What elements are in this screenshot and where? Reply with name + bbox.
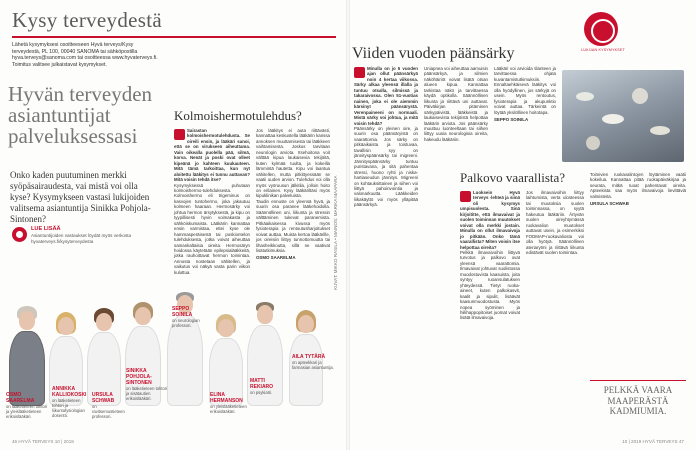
expert-panel [0,272,346,434]
q1-signature: OSMO SAARELMA [256,255,296,261]
q3-heading: Palkovo vaarallista? [460,170,566,185]
expert-label: SINIKKA POHJOLA-SINTONEN on lääketieteen tohtori ja sisätautien erikoislääkäri. [126,368,168,401]
pill-icon [586,136,600,150]
q2-column-2 [424,66,488,142]
q1-question: Sairastan kolmoishermotulehdusta. Se oireili ensin, ja lääkäri sanoi, että se on virukseen aiheuttama. Vain oikealla puolella pää, silmä, korva. Nenät ja poski ovat olleet kipeänä jo kahteen kuukauteen. Mitä tämä tarkoittaa, kun nyt aloitettu lääkitys ei tunnu auttavan? Mitä voisin tehdä itse? [174,128,250,183]
q1-answer-a: Kysymyksessä puhutaan kolmoishermo-tulehduksesta. Kolmoishermo eli trigeminus on kasvojen tuntohermo, joka jakautuu kolmeen haaraan. Hermosärky voi johtua hermon ärsytyksestä, ja kipu on tyypillisesti hyvin voimakasta ja sähköiskumaista. Lääkärin kannattaa ensin varmistaa, ettei kyse ole hammasperäisestä tai poskiontelon tulehduksesta, jotka voivat aiheuttaa samankaltaisia oireita. Hermosäryn hoidossa käytetään epilepsialääkkeitä, jotka rauhoittavat hermon toimintaa. Annosta nostetaan vähitellen, ja vaikutus voi näkyä vasta parin viikon kuluttua. [174,182,250,275]
pill-icon [650,126,670,135]
expert-label: SEPPO SOINILA on neurologian professori. [172,306,200,328]
q1-answer-b: Jos lääkitys ei auta riittävästi, kannattaa keskustella lääkärin kanssa annoksen muuttamisesta tai lääkkeen vaihtamisesta. Joskus tarvitaan neurologin arviota. Itsehoitona voit välttää kipua laukaisevia tekijöitä, kuten kylmää tuulta, ja kokeilla lämmintä hautetta. Kipu voi laantua vähitellen, mutta pitkittyessään se vaatii uuden arvion. Tulehdus voi olla myös vyöruusun jälkitila, jolloin hoito on erilainen. Kysy lääkäriltäsi myös kipuklinikan palveluista. [256,128,330,199]
q2-signature: SEPPO SOINILA [494,117,529,123]
section-title: Kysy terveydestä [12,8,163,32]
pull-quote-rule [590,380,686,381]
right-page-footer: 10 | 2019 HYVÄ TERVEYS 47 [622,439,684,444]
section-rule [12,36,336,38]
expert-portrait [8,306,46,406]
q3-answer-a: Pelkkä ilmavaivoihin liittyvä turvotus ja palkovo ovat yleensä vaarattomia. Ilmavaivat johtuvat suolistossa muodostuvista kaasuista, joita syntyy ruoansulatuksen yhteydessä. Tietyt ruoka-aineet, kuten palkokasvit, kaalit ja sipulit, lisäävät kaasunmuodostusta. Myös nopea syöminen ja hiilihappopitoiset juomat voivat lisätä ilmavaivoja. [460,249,520,321]
pills-photo [562,70,684,162]
q1-column-2 [256,128,330,261]
section-intro: Lähetä kysymyksesi osoitteeseen Hyvä terveys/Kysy terveydestä, PL 100, 00040 SANOMA tai sähköpostilla hyva.terveys@sanoma.com tai osoitteessa www.hyvaterveys.fi. Toimitus valitsee julkaistavat kysymykset. [12,42,158,68]
q1-column-1 [174,128,250,275]
q2-answer-c: Lääkäri voi arvioida tilanteen ja tarvittaessa ohjata kuvantamistutkimuksiin. Ennaltaehkäisevä lääkitys voi olla hyödyllinen, jos särkyjä on usein. Myös rentoutus, fysioterapia ja akupunktio voivat auttaa. Tärkeintä on löytää yksilöllinen hoitotapa. [494,66,556,115]
lukijan-kysymykset-logo-icon [584,12,618,46]
info-icon [12,227,27,242]
photo-credit: KUVAT: MIKKO RASILA • MAINOS: MARIKA MAAPARA [333,175,338,290]
pill-icon [602,114,624,124]
read-more-title: LUE LISÄÄ [31,226,61,232]
expert-label: AILA TYTÄRÄ on apteekkari ja farmasian asiantuntija. [292,354,334,370]
question-marker-icon [460,191,471,202]
feature-lead: Onko kaden puutuminen merkki syöpäsairaudesta, vai mistä voi olla kyse? Kysymykseen vastasi lukijoiden valitsema asiantuntija Sinikka Pohjola-Sintonen? [10,170,151,224]
q2-column-1 [354,66,418,208]
page-gutter [346,0,350,450]
question-marker-icon [354,67,365,78]
pill-icon [576,92,594,101]
q2-question: Minulla on jo 5 vuoden ajan ollut päänsärkyä noin 4 kertaa viikossa. Särky alkaa yleensä illalla ja tuntuu otsalla, silmissä ja takaraivossa. Olen 51-vuotias nainen, joka ei ole aiemmin kärsinyt päänsärystä. Verenpaineeni on normaali. Mistä särky voi johtua, ja mitä voisin tehdä? [354,66,418,126]
expert-label: ANNIKKA KALLIOKOSKI on lääketieteen tohtori ja liikuntafysiologian dosentti. [52,386,87,418]
logo-caption: LUKIJAN KYSYMYKSET [581,48,625,52]
q1-heading: Kolmoishermotulehdus? [174,108,302,123]
question-marker-icon [174,129,185,140]
expert-label: MATTI REKIARO on psykiatri. [250,378,274,395]
q2-heading: Viiden vuoden päänsärky [352,45,515,62]
q2-column-3 [494,66,556,164]
pull-quote: PELKKÄ VAARA MAAPERÄSTÄ KADMIUMIA. [603,385,673,416]
expert-label: ELINA HERMANSON on yleislääketieteen erikoislääkäri. [210,392,247,414]
expert-label: URSULA SCHWAB on ravitsemustieteen professori. [92,392,125,419]
q2-answer-a: Päänsärky on yleinen oire, ja suurin osa päänsäryistä on vaarattomia. Jos särky on pitkäaikaista ja toistuvaa, tavallisin syy on jännityspäänsärky tai migreeni. Jännityspäänsärky tuntuu puristavana, ja sitä pahentaa stressi, huono ryhti ja niska-hartiaseudun jännitys. Migreeni on kohtauksittainen ja siihen voi liittyä pahoinvointia ja valonarkuutta. Lääkkeiden liikakäyttö voi myös ylläpitää päänsärkyä. [354,125,418,208]
q3-column-1 [460,190,520,321]
q3-answer-c: Toimivien ruokavalintojen löytäminen vaatii kokeilua. Kannattaa pitää ruokapäiväkirjaa ja seurata, mitkä ruoat pahentavat oireita. Apteekista saa myös ilmavaivoja lievittäviä valmisteita. [590,172,686,199]
q3-column-3 [590,172,686,207]
q3-signature: URSULA SCHWAB [590,201,629,207]
pill-icon [632,88,648,104]
read-more-text: Asiantuntijoiden vastaukset löydät myös verkosta hyvaterveys.fi/kysyterveydesta [31,233,132,244]
q3-column-2 [526,190,584,255]
q3-question: Luoksein Hyvä terveys -lehteä ja siinä oli kysymys umpisuolesta. Sinä kirjoititte, että ilmavaivat ja suolen toiminnan muutokset voivat olla merkki jostain. Minulla on ollut ilmavaivoja jo pitkään. Onko tämä vaarallista? Miten voisin itse helpottaa oireita? [460,190,520,250]
left-page-footer: 46 HYVÄ TERVEYS 10 | 2019 [12,439,74,444]
read-more-box [12,226,162,250]
q2-answer-b: Uniapnea voi aiheuttaa aamuisin päänsärkyä, ja silmien näköhäiriöt voivat lisätä otsan alueen kipua. Kannattaa tarkistaa näkö ja tarvittaessa käydä optikolla. Säännöllinen liikunta ja riittävä uni auttavat. Päiväkirjan pitäminen särkypäivistä, lääkkeistä ja laukaisevista tekijöistä helpottaa lääkärin arviota. Jos päänsärky muuttuu luonteeltaan tai siihen liittyy uusia neurologisia oireita, hakeudu lääkäriin. [424,66,488,142]
feature-headline: Hyvän terveyden asiantuntijat palveluksessasi [8,82,153,148]
q3-answer-b: Jos ilmavaivoihin liittyy laihtumista, verta ulosteessa tai muutoksia suolen toiminnassa, on syytä hakeutua lääkäriin. Ärtyvän suolen oireyhtymässä ruokavalion muutokset auttavat usein, ja esimerkiksi FODMAP-ruokavaliosta voi olla hyötyä. Säännöllinen ateriarytmi ja riittävä liikunta edistävät suolen toimintaa. [526,190,584,255]
expert-label: OSMO SAARELMA on lääketieteen tohtori ja yleislääketieteen erikoislääkäri. [6,392,48,419]
q1-answer-c: Taudin ennuste on yleensä hyvä, ja suurin osa paranee lääkehoidolla. Säännöllinen uni, liikunta ja stressin välttäminen tukevat paranemista. Pitkäaikaisessa kivussa myös fysioterapia ja rentoutusharjoitukset voivat auttaa. Muista kertoa lääkärille, jos oireisiin liittyy tunnottomuutta tai lihasheikkoutta, sillä ne vaativat lisätutkimuksia. [256,198,330,253]
